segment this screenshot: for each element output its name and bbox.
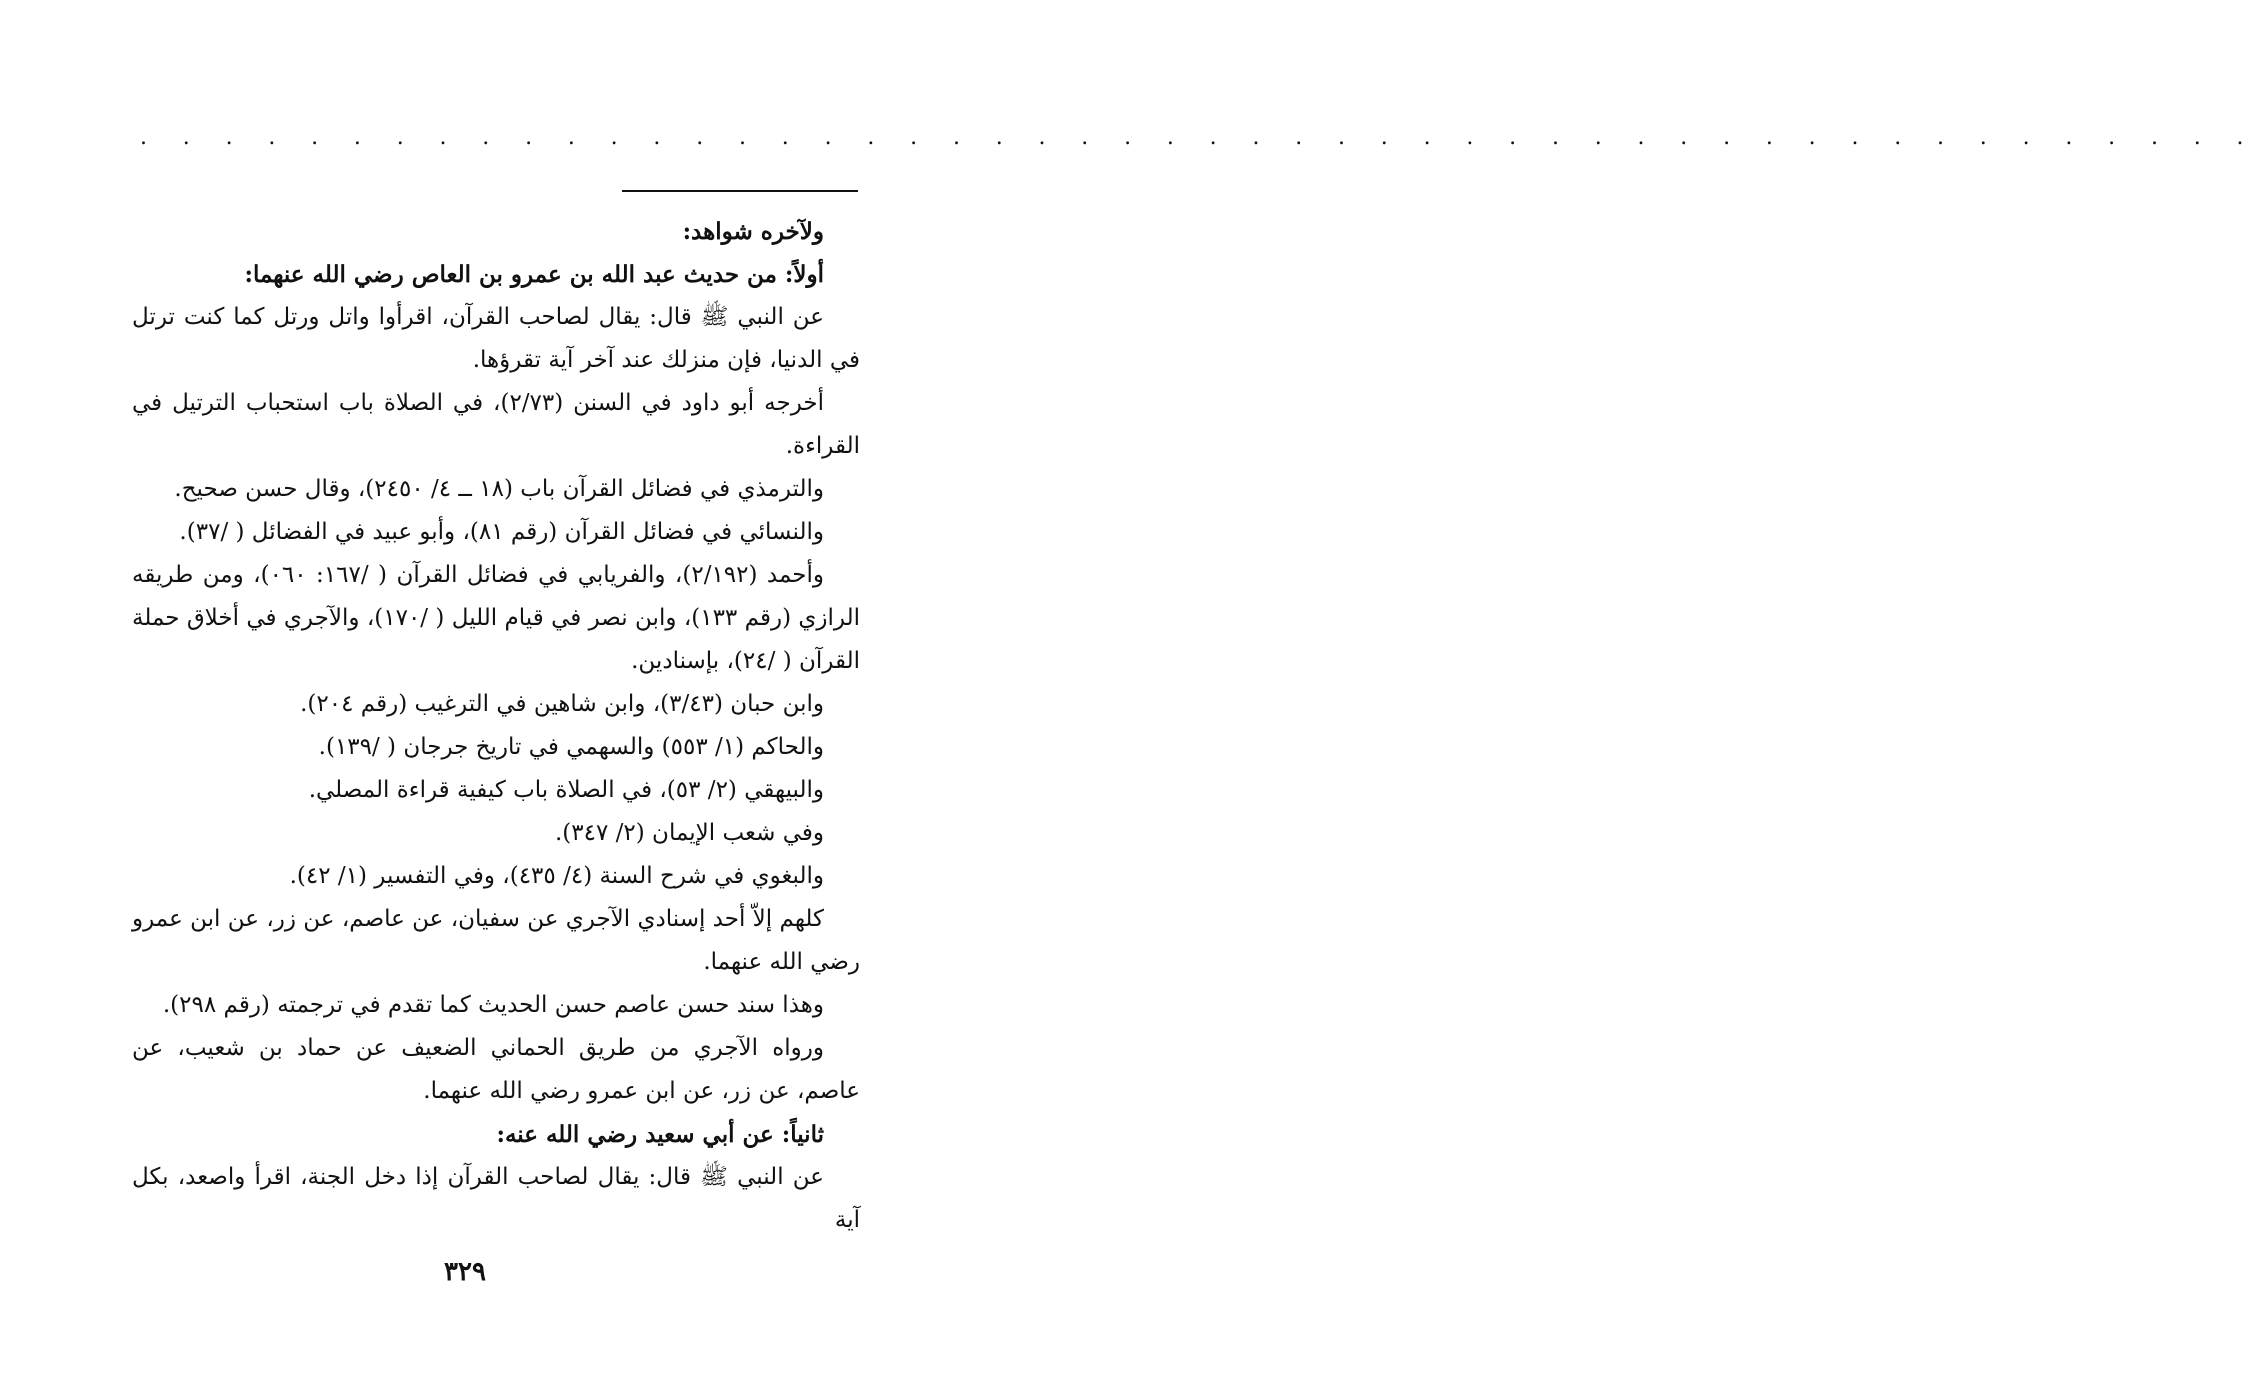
citation-bayhaqi: والبيهقي (٢/ ٥٣)، في الصلاة باب كيفية قراءة المصلي. [308, 777, 824, 803]
citation-ahmad: وأحمد (٢/١٩٢)، والفريابي في فضائل القرآن ( /١٦٧: ٠٦٠)، ومن طريقه الرازي (رقم ١٣٣)، وابن نصر في قيام الليل ( /١٧٠)، والآجري في أخلاق حملة القرآن ( /٢٤)، بإسنادين. [132, 562, 861, 674]
hadith-text: عن النبي ﷺ قال: يقال لصاحب القرآن، اقرأوا واتل ورتل كما كنت ترتل في الدنيا، فإن منزلك عند آخر آية تقرؤها. [132, 304, 860, 373]
citation-ibn-hibban: وابن حبان (٣/٤٣)، وابن شاهين في الترغيب (رقم ٢٠٤). [300, 691, 824, 717]
separator-dots: . . . . . . . . . . . . . . . . . . . . . . . . . . . . . . . . . . . . . . . . . . . . . . . . . . [140, 125, 2258, 150]
citation-nasai: والنسائي في فضائل القرآن (رقم ٨١)، وأبو عبيد في الفضائل ( /٣٧). [179, 519, 824, 545]
grading-note: وهذا سند حسن عاصم حسن الحديث كما تقدم في ترجمته (رقم ٢٩٨). [162, 992, 824, 1018]
page-number: ٣٢٩ [444, 1257, 486, 1287]
citation-shuab: وفي شعب الإيمان (٢/ ٣٤٧). [554, 820, 824, 846]
citation-tirmidhi: والترمذي في فضائل القرآن باب (١٨ ــ ٤/ ٢٤٥٠)، وقال حسن صحيح. [174, 476, 824, 502]
witnesses-heading: ولآخره شواهد: [682, 218, 824, 245]
second-hadith-text: عن النبي ﷺ قال: يقال لصاحب القرآن إذا دخل الجنة، اقرأ واصعد، بكل آية [132, 1164, 860, 1233]
page-body [132, 210, 860, 1242]
first-witness-heading: أولاً: من حديث عبد الله بن عمرو بن العاص رضي الله عنهما: [244, 261, 824, 288]
second-witness-heading: ثانياً: عن أبي سعيد رضي الله عنه: [496, 1121, 824, 1148]
ajurri-note: ورواه الآجري من طريق الحماني الضعيف عن حماد بن شعيب، عن عاصم، عن زر، عن ابن عمرو رضي الله عنهما. [132, 1035, 860, 1104]
footnote-rule [622, 190, 858, 192]
citation-abu-dawud: أخرجه أبو داود في السنن (٢/٧٣)، في الصلاة باب استحباب الترتيل في القراءة. [132, 390, 860, 459]
isnad-note: كلهم إلاّ أحد إسنادي الآجري عن سفيان، عن عاصم، عن زر، عن ابن عمرو رضي الله عنهما. [132, 906, 860, 975]
citation-hakim: والحاكم (١/ ٥٥٣) والسهمي في تاريخ جرجان ( /١٣٩). [318, 734, 824, 760]
citation-baghawi: والبغوي في شرح السنة (٤/ ٤٣٥)، وفي التفسير (١/ ٤٢). [289, 863, 824, 889]
